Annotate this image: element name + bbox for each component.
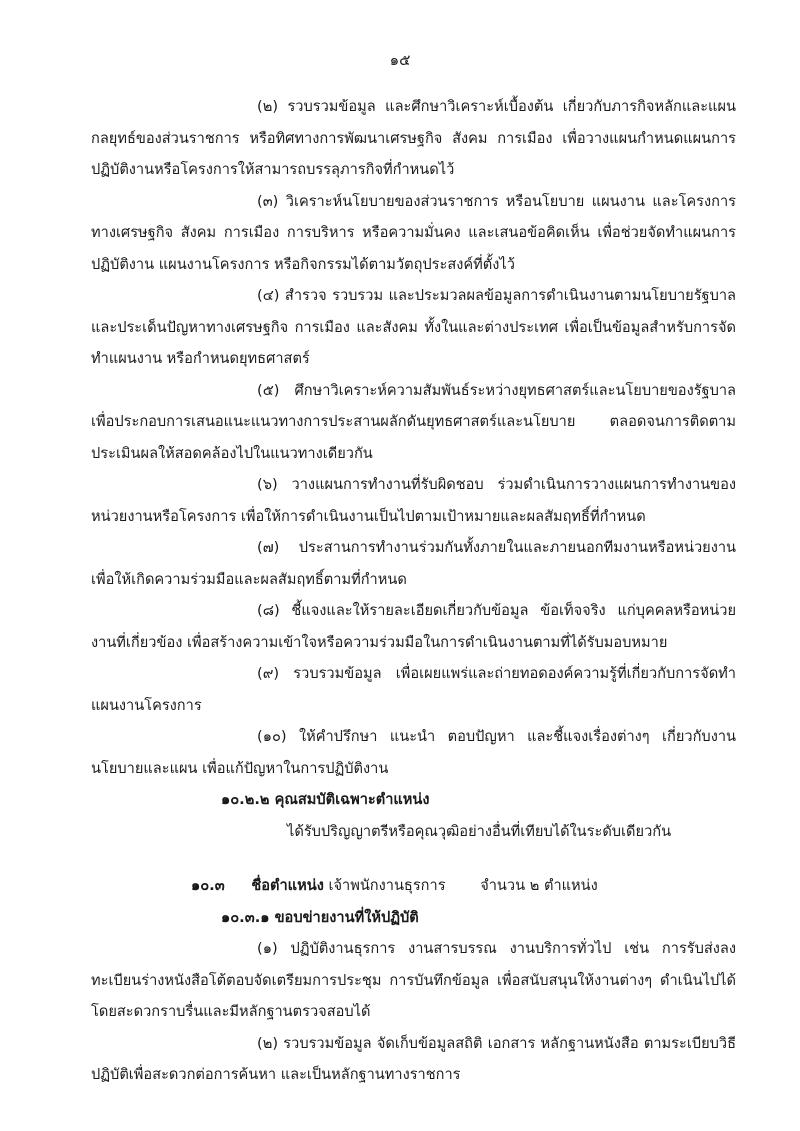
page-number: ๑๕ <box>389 51 411 69</box>
scope-heading: ๑๐.๓.๑ ขอบข่ายงานที่ให้ปฏิบัติ <box>221 908 419 926</box>
duty-item-4: (๔) สำรวจ รวบรวม และประมวลผลข้อมูลการดำเนินงานตามนโยบายรัฐบาลและประเด็นปัญหาทางเศรษฐกิจ การเมือง และสังคม ทั้งในและต่างประเทศ เพื่อเป็นข้อมูลสำหรับการจัดทำแผนงาน หรือกำหนดยุทธศาสตร์ <box>91 287 736 367</box>
duty-item-6: (๖) วางแผนการทำงานที่รับผิดชอบ ร่วมดำเนินการวางแผนการทำงานของหน่วยงานหรือโครงการ เพื่อให้การดำเนินงานเป็นไปตามเป้าหมายและผลสัมฤทธิ์ที่กำหนด <box>91 476 736 525</box>
duty-item-10: (๑๐) ให้คำปรึกษา แนะนำ ตอบปัญหา และชี้แจงเรื่องต่างๆ เกี่ยวกับงานนโยบายและแผน เพื่อแก้ปัญหาในการปฏิบัติงาน <box>91 728 736 777</box>
duty-item-2: (๒) รวบรวมข้อมูล และศึกษาวิเคราะห์เบื้องต้น เกี่ยวกับภารกิจหลักและแผนกลยุทธ์ของส่วนราชการ หรือทิศทางการพัฒนาเศรษฐกิจ สังคม การเมือง เพื่อวางแผนกำหนดแผนการปฏิบัติงานหรือโครงการให้สามารถบรรลุภารกิจที่กำหนดไว้ <box>91 98 736 178</box>
position-label: ชื่อตำแหน่ง <box>251 877 324 894</box>
clerk-duty-item-2: (๒) รวบรวมข้อมูล จัดเก็บข้อมูลสถิติ เอกสาร หลักฐานหนังสือ ตามระเบียบวิธีปฏิบัติเพื่อสะดวกต่อการค้นหา และเป็นหลักฐานทางราชการ <box>91 1034 736 1083</box>
position-title: เจ้าพนักงานธุรการ <box>328 877 446 894</box>
qualification-heading: ๑๐.๒.๒ คุณสมบัติเฉพาะตำแหน่ง <box>221 791 430 808</box>
duty-item-9: (๙) รวบรวมข้อมูล เพื่อเผยแพร่และถ่ายทอดองค์ความรู้ที่เกี่ยวกับการจัดทำแผนงานโครงการ <box>91 665 736 714</box>
qualification-text: ได้รับปริญญาตรีหรือคุณวุฒิอย่างอื่นที่เทียบได้ในระดับเดียวกัน <box>287 822 672 840</box>
duty-item-5: (๕) ศึกษาวิเคราะห์ความสัมพันธ์ระหว่างยุทธศาสตร์และนโยบายของรัฐบาลเพื่อประกอบการเสนอแนะแนวทางการประสานผลักดันยุทธศาสตร์และนโยบาย ตลอดจนการติดตามประเมินผลให้สอดคล้องไปในแนวทางเดียวกัน <box>91 381 736 462</box>
position-number: ๑๐.๓ <box>191 877 225 894</box>
duty-item-3: (๓) วิเคราะห์นโยบายของส่วนราชการ หรือนโยบาย แผนงาน และโครงการทางเศรษฐกิจ สังคม การเมือง การบริหาร หรือความมั่นคง และเสนอข้อคิดเห็น เพื่อช่วยจัดทำแผนการปฏิบัติงาน แผนงานโครงการ หรือกิจกรรมได้ตามวัตถุประสงค์ที่ตั้งไว้ <box>91 192 736 273</box>
duty-item-8: (๘) ชี้แจงและให้รายละเอียดเกี่ยวกับข้อมูล ข้อเท็จจริง แก่บุคคลหรือหน่วยงานที่เกี่ยวข้อง เพื่อสร้างความเข้าใจหรือความร่วมมือในการดำเนินงานตามที่ได้รับมอบหมาย <box>91 602 736 651</box>
duty-item-7: (๗) ประสานการทำงานร่วมกันทั้งภายในและภายนอกทีมงานหรือหน่วยงานเพื่อให้เกิดความร่วมมือและผลสัมฤทธิ์ตามที่กำหนด <box>91 539 736 588</box>
document-body <box>91 91 736 1091</box>
position-line <box>91 870 736 902</box>
clerk-duty-item-1: (๑) ปฏิบัติงานธุรการ งานสารบรรณ งานบริการทั่วไป เช่น การรับส่งลงทะเบียนร่างหนังสือโต้ตอบจัดเตรียมการประชุม การบันทึกข้อมูล เพื่อสนับสนุนให้งานต่างๆ ดำเนินไปได้โดยสะดวกราบรื่นและมีหลักฐานตรวจสอบได้ <box>91 940 736 1020</box>
position-count: จำนวน ๒ ตำแหน่ง <box>480 877 598 894</box>
